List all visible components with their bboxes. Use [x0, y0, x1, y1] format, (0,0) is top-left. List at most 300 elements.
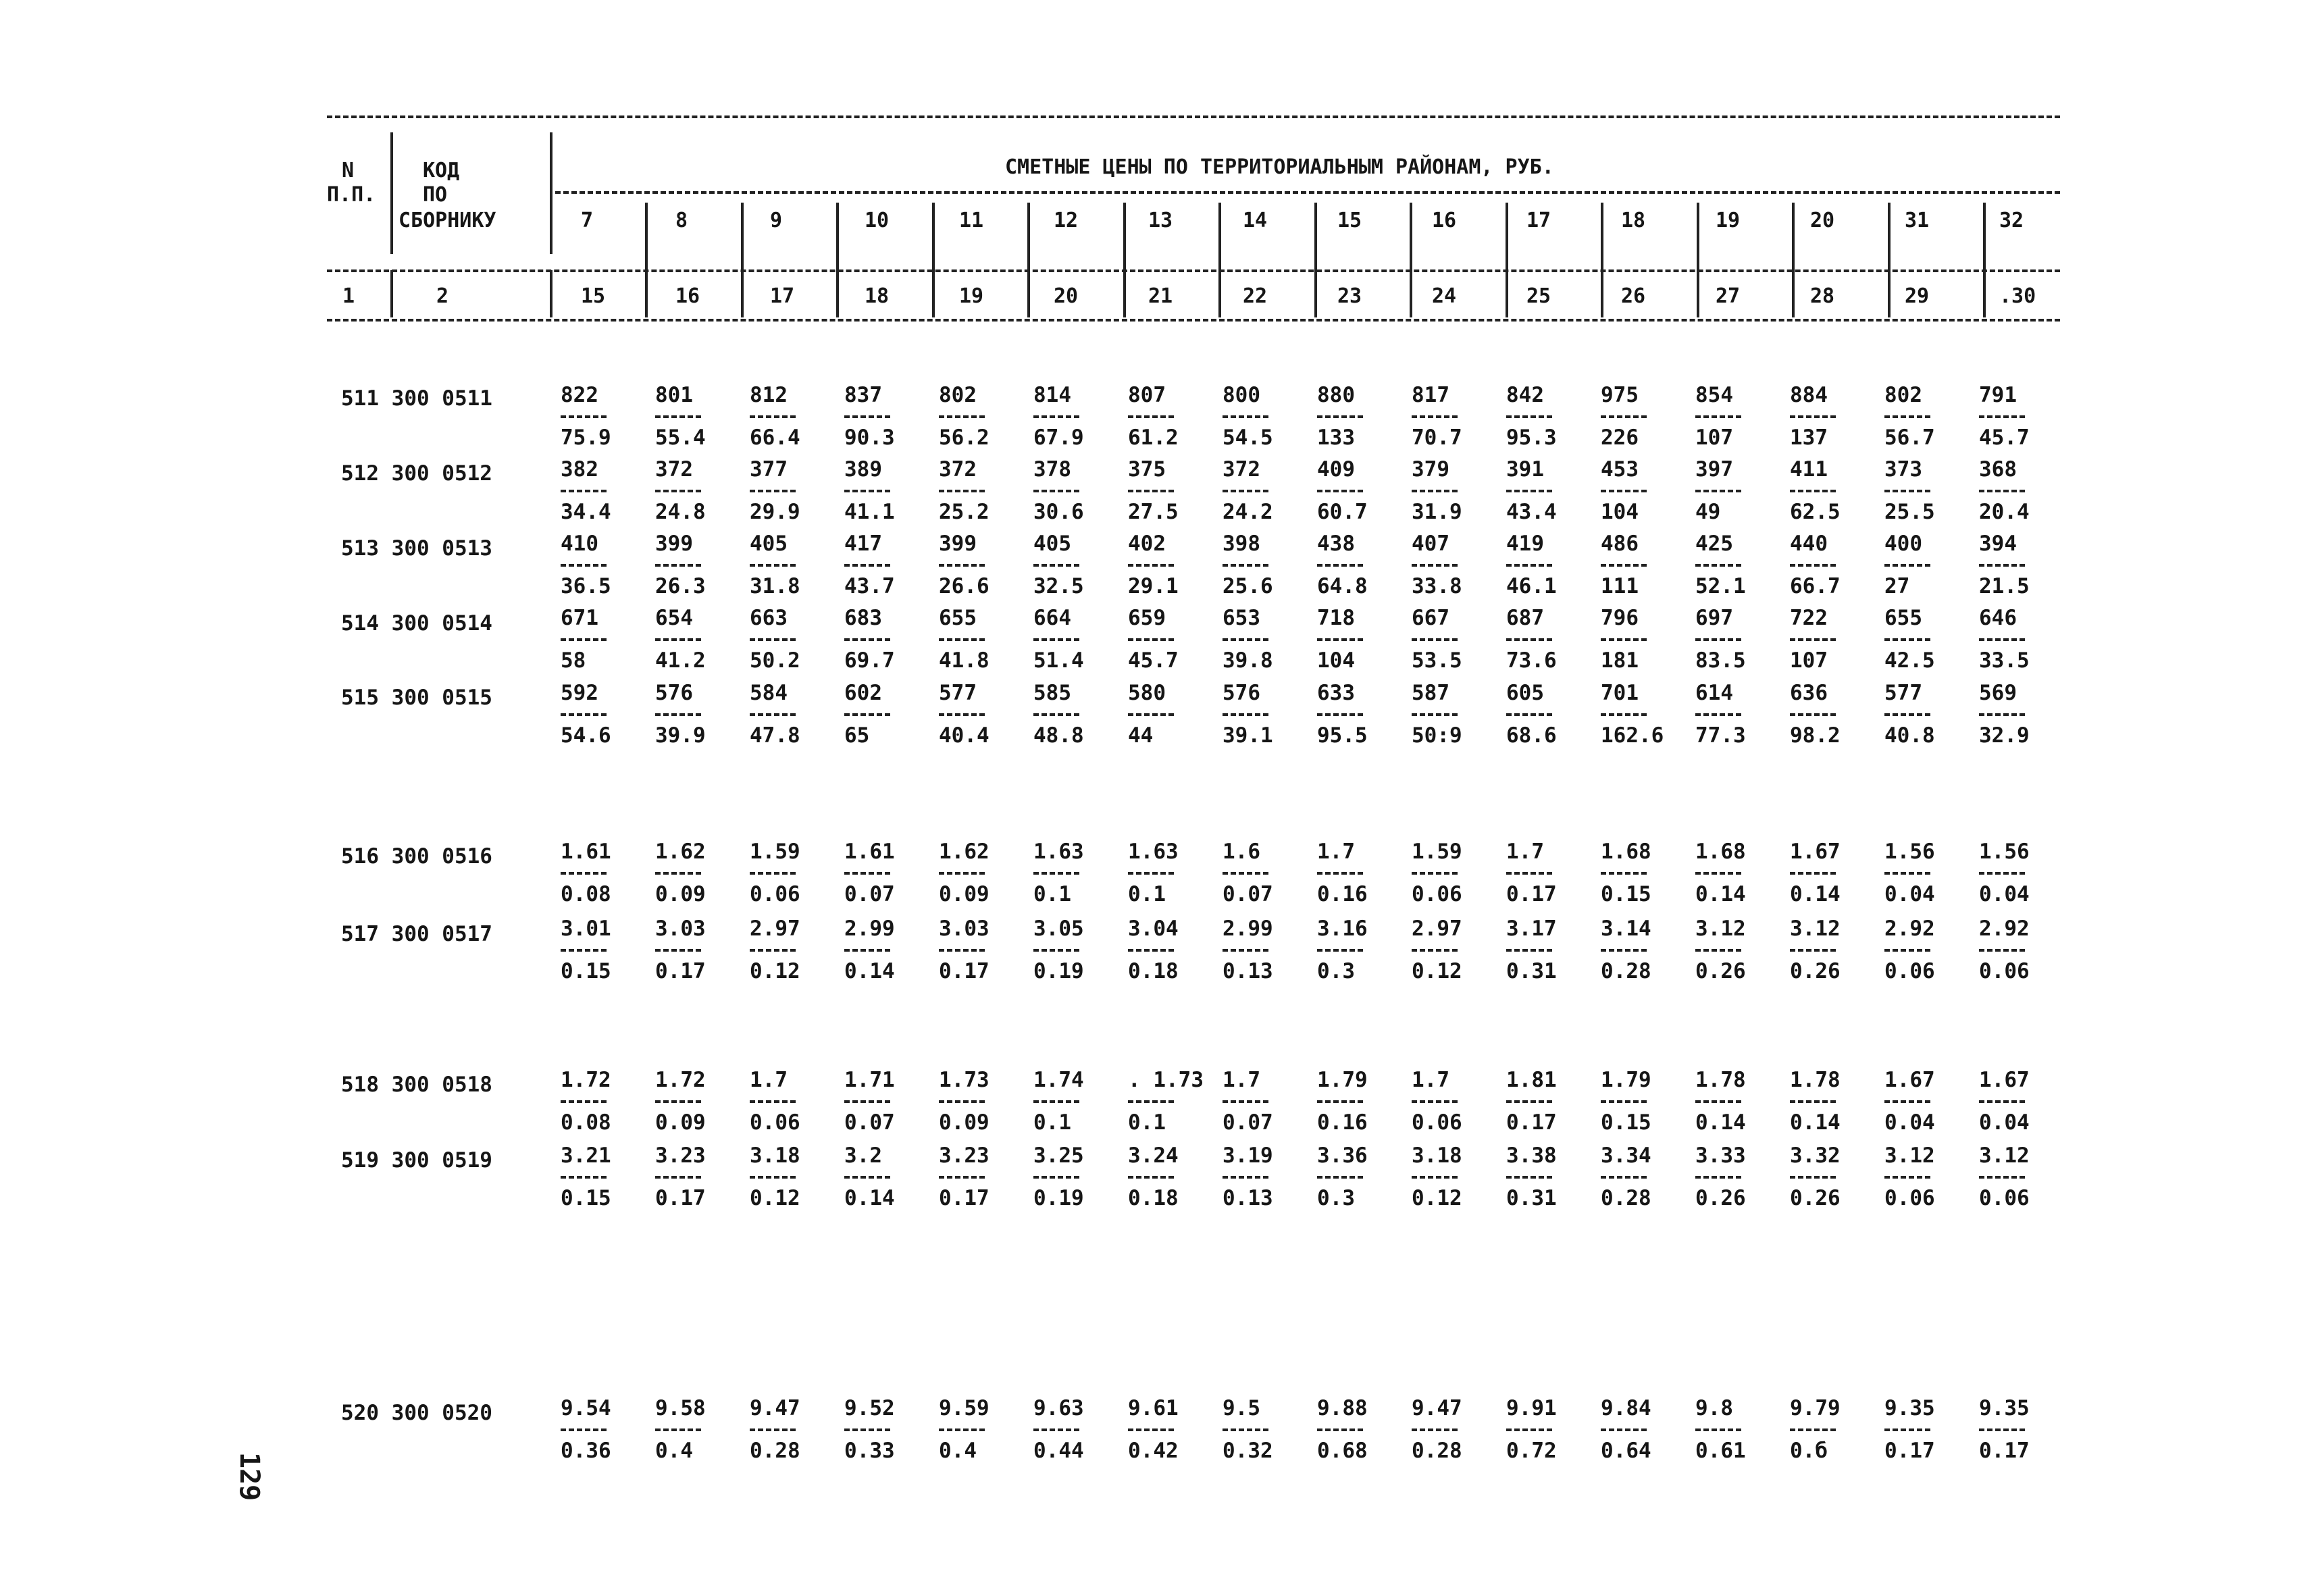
district-number: 14 [1243, 209, 1268, 232]
price-value: 1.63 [1128, 840, 1179, 864]
price-cell [1033, 534, 1108, 597]
header-column-divider [1410, 203, 1412, 270]
fraction-rule [655, 1100, 701, 1103]
price-cell [1695, 534, 1770, 597]
price-value: 880 [1317, 383, 1355, 407]
fraction-rule [1979, 1176, 2025, 1179]
price-value: 1.62 [939, 840, 989, 864]
price-subvalue: 33.8 [1412, 574, 1462, 598]
price-cell [561, 608, 635, 671]
fraction-rule [1884, 1428, 1930, 1431]
fraction-rule [1884, 1100, 1930, 1103]
fraction-rule [1412, 415, 1458, 418]
price-cell [655, 459, 729, 523]
column-number: 17 [770, 284, 795, 308]
fraction-rule [1033, 415, 1079, 418]
price-cell [1412, 385, 1486, 448]
price-cell [1223, 842, 1297, 905]
fraction-rule [655, 872, 701, 875]
price-cell [1601, 683, 1675, 746]
price-value: 2.99 [1223, 917, 1273, 941]
fraction-rule [1695, 872, 1741, 875]
price-cell [1412, 1070, 1486, 1133]
fraction-rule [1128, 638, 1174, 641]
price-value: 9.79 [1790, 1396, 1841, 1420]
fraction-rule [939, 564, 985, 567]
district-number: 11 [959, 209, 984, 232]
district-number: 8 [675, 209, 688, 232]
fraction-rule [844, 1176, 890, 1179]
price-cell [561, 385, 635, 448]
fraction-rule [1223, 638, 1268, 641]
price-cell [1695, 1070, 1770, 1133]
column-number: 24 [1432, 284, 1457, 308]
price-cell [1317, 459, 1391, 523]
price-cell [1033, 1070, 1108, 1133]
price-value: 9.35 [1979, 1396, 2030, 1420]
price-subvalue: 104 [1601, 500, 1639, 524]
price-cell [1601, 534, 1675, 597]
price-value: 1.7 [1317, 840, 1355, 864]
fraction-rule [655, 949, 701, 952]
price-subvalue: 29.9 [750, 500, 800, 524]
price-cell [1695, 1398, 1770, 1462]
price-subvalue: 181 [1601, 648, 1639, 673]
header-column-divider [1792, 203, 1795, 270]
price-value: 683 [844, 606, 882, 630]
price-subvalue: 48.8 [1033, 723, 1084, 748]
price-subvalue: 29.1 [1128, 574, 1179, 598]
header-column-divider [390, 270, 393, 317]
price-cell [1695, 919, 1770, 982]
price-subvalue: 0.15 [561, 1186, 611, 1210]
price-subvalue: 24.8 [655, 500, 706, 524]
price-subvalue: 0.04 [1979, 1110, 2030, 1135]
price-subvalue: 27.5 [1128, 500, 1179, 524]
price-cell [1601, 385, 1675, 448]
price-subvalue: 0.09 [939, 882, 989, 906]
price-subvalue: 33.5 [1979, 648, 2030, 673]
header-column-divider [1506, 203, 1508, 270]
price-value: 3.19 [1223, 1143, 1273, 1168]
header-column-divider [1983, 270, 1986, 317]
price-value: 636 [1790, 681, 1828, 705]
price-subvalue: 0.26 [1790, 1186, 1841, 1210]
price-subvalue: 111 [1601, 574, 1639, 598]
price-value: 3.14 [1601, 917, 1651, 941]
price-cell [1979, 683, 2053, 746]
price-subvalue: 83.5 [1695, 648, 1746, 673]
fraction-rule [1695, 490, 1741, 492]
fraction-rule [1033, 949, 1079, 952]
price-cell [1412, 459, 1486, 523]
price-value: 372 [655, 457, 693, 482]
price-subvalue: 61.2 [1128, 426, 1179, 450]
price-cell [1790, 1398, 1864, 1462]
price-cell [1790, 683, 1864, 746]
header-column-divider [1601, 203, 1603, 270]
fraction-rule [561, 872, 607, 875]
price-value: 410 [561, 532, 598, 556]
price-cell [1601, 919, 1675, 982]
price-cell [1506, 842, 1580, 905]
price-value: 1.56 [1979, 840, 2030, 864]
fraction-rule [1790, 638, 1836, 641]
price-cell [750, 919, 824, 982]
price-value: . 1.73 [1128, 1068, 1204, 1092]
fraction-rule [1033, 1100, 1079, 1103]
price-value: 405 [1033, 532, 1071, 556]
price-subvalue: 133 [1317, 426, 1355, 450]
price-cell [655, 1070, 729, 1133]
header-column-divider [741, 203, 744, 270]
price-value: 577 [1884, 681, 1922, 705]
price-cell [1128, 1398, 1202, 1462]
price-subvalue: 65 [844, 723, 870, 748]
price-value: 9.84 [1601, 1396, 1651, 1420]
price-cell [750, 608, 824, 671]
price-cell [1884, 608, 1959, 671]
fraction-rule [750, 1428, 796, 1431]
price-value: 802 [1884, 383, 1922, 407]
fraction-rule [939, 415, 985, 418]
price-cell [1033, 683, 1108, 746]
header-column-divider [1697, 270, 1699, 317]
price-cell [1884, 459, 1959, 523]
price-cell [1884, 1145, 1959, 1209]
price-value: 9.91 [1506, 1396, 1557, 1420]
price-cell [1695, 1145, 1770, 1209]
header-column-divider [1027, 270, 1030, 317]
header-column-divider [1983, 203, 1986, 270]
header-column-divider [1218, 270, 1221, 317]
fraction-rule [1412, 638, 1458, 641]
price-subvalue: 44 [1128, 723, 1154, 748]
price-cell [844, 1070, 919, 1133]
price-cell [1695, 683, 1770, 746]
district-number: 15 [1337, 209, 1362, 232]
price-value: 9.47 [1412, 1396, 1462, 1420]
price-cell [750, 534, 824, 597]
fraction-rule [1601, 490, 1647, 492]
price-cell [1884, 919, 1959, 982]
district-number: 12 [1054, 209, 1079, 232]
price-subvalue: 0.4 [939, 1439, 977, 1463]
price-subvalue: 0.26 [1695, 1186, 1746, 1210]
price-value: 368 [1979, 457, 2017, 482]
price-subvalue: 0.28 [1601, 959, 1651, 983]
fraction-rule [1506, 415, 1552, 418]
price-value: 377 [750, 457, 788, 482]
price-subvalue: 46.1 [1506, 574, 1557, 598]
price-cell [750, 459, 824, 523]
price-value: 592 [561, 681, 598, 705]
price-cell [1412, 608, 1486, 671]
fraction-rule [1223, 564, 1268, 567]
column-number: 23 [1337, 284, 1362, 308]
price-value: 1.61 [561, 840, 611, 864]
price-subvalue: 43.7 [844, 574, 895, 598]
price-cell [750, 1145, 824, 1209]
price-value: 3.12 [1790, 917, 1841, 941]
price-value: 3.18 [1412, 1143, 1462, 1168]
fraction-rule [1695, 713, 1741, 716]
district-number: 13 [1148, 209, 1173, 232]
row-code: 519 300 0519 [341, 1148, 492, 1173]
price-subvalue: 56.2 [939, 426, 989, 450]
fraction-rule [1033, 872, 1079, 875]
price-cell [1412, 919, 1486, 982]
price-subvalue: 0.31 [1506, 1186, 1557, 1210]
fraction-rule [1223, 1176, 1268, 1179]
price-subvalue: 0.17 [655, 1186, 706, 1210]
price-cell [655, 608, 729, 671]
price-subvalue: 226 [1601, 426, 1639, 450]
price-subvalue: 0.09 [655, 882, 706, 906]
price-subvalue: 40.8 [1884, 723, 1935, 748]
fraction-rule [1506, 564, 1552, 567]
fraction-rule [1412, 490, 1458, 492]
price-cell [1223, 683, 1297, 746]
row-code: 511 300 0511 [341, 386, 492, 411]
price-subvalue: 0.06 [1979, 959, 2030, 983]
price-value: 419 [1506, 532, 1544, 556]
price-subvalue: 0.07 [1223, 882, 1273, 906]
price-value: 3.36 [1317, 1143, 1368, 1168]
price-cell [1223, 1398, 1297, 1462]
header-column-divider [1697, 203, 1699, 270]
fraction-rule [1223, 713, 1268, 716]
price-subvalue: 68.6 [1506, 723, 1557, 748]
price-subvalue: 0.04 [1884, 882, 1935, 906]
price-cell [844, 608, 919, 671]
price-cell [561, 919, 635, 982]
header-column-divider [1410, 270, 1412, 317]
price-cell [1695, 385, 1770, 448]
price-subvalue: 0.06 [1412, 882, 1462, 906]
price-subvalue: 0.64 [1601, 1439, 1651, 1463]
price-value: 3.12 [1979, 1143, 2030, 1168]
price-value: 569 [1979, 681, 2017, 705]
price-subvalue: 66.7 [1790, 574, 1841, 598]
fraction-rule [1033, 1428, 1079, 1431]
price-cell [844, 534, 919, 597]
price-value: 817 [1412, 383, 1449, 407]
fraction-rule [561, 949, 607, 952]
price-cell [1317, 1398, 1391, 1462]
price-cell [939, 534, 1013, 597]
fraction-rule [1506, 713, 1552, 716]
fraction-rule [750, 949, 796, 952]
price-value: 1.71 [844, 1068, 895, 1092]
row-code: 512 300 0512 [341, 461, 492, 486]
price-cell [1128, 919, 1202, 982]
header-title: СМЕТНЫЕ ЦЕНЫ ПО ТЕРРИТОРИАЛЬНЫМ РАЙОНАМ, РУБ. [1005, 155, 1554, 179]
fraction-rule [1884, 564, 1930, 567]
price-cell [1033, 842, 1108, 905]
price-cell [655, 842, 729, 905]
price-cell [844, 459, 919, 523]
price-subvalue: 0.04 [1979, 882, 2030, 906]
fraction-rule [1884, 1176, 1930, 1179]
price-subvalue: 0.28 [1412, 1439, 1462, 1463]
price-cell [1412, 1145, 1486, 1209]
column-number: 27 [1716, 284, 1741, 308]
price-cell [1128, 1070, 1202, 1133]
price-value: 1.81 [1506, 1068, 1557, 1092]
fraction-rule [1317, 1100, 1363, 1103]
fraction-rule [561, 1176, 607, 1179]
price-value: 411 [1790, 457, 1828, 482]
price-subvalue: 0.19 [1033, 1186, 1084, 1210]
price-cell [1506, 534, 1580, 597]
header-n-label: N [342, 159, 355, 182]
fraction-rule [1790, 490, 1836, 492]
fraction-rule [1790, 872, 1836, 875]
price-value: 9.5 [1223, 1396, 1260, 1420]
price-value: 1.62 [655, 840, 706, 864]
row-code: 520 300 0520 [341, 1401, 492, 1425]
price-subvalue: 0.44 [1033, 1439, 1084, 1463]
fraction-rule [750, 564, 796, 567]
fraction-rule [1033, 490, 1079, 492]
price-subvalue: 54.5 [1223, 426, 1273, 450]
price-subvalue: 50:9 [1412, 723, 1462, 748]
price-value: 812 [750, 383, 788, 407]
fraction-rule [1128, 415, 1174, 418]
price-subvalue: 98.2 [1790, 723, 1841, 748]
price-cell [1317, 683, 1391, 746]
price-value: 407 [1412, 532, 1449, 556]
price-cell [1601, 608, 1675, 671]
price-value: 3.03 [655, 917, 706, 941]
price-cell [1128, 1145, 1202, 1209]
header-district-rule [555, 191, 2060, 194]
fraction-rule [655, 638, 701, 641]
price-subvalue: 39.9 [655, 723, 706, 748]
price-subvalue: 0.1 [1033, 1110, 1071, 1135]
price-value: 800 [1223, 383, 1260, 407]
price-value: 391 [1506, 457, 1544, 482]
fraction-rule [939, 713, 985, 716]
price-subvalue: 90.3 [844, 426, 895, 450]
price-cell [1790, 919, 1864, 982]
fraction-rule [1317, 872, 1363, 875]
header-column-divider [1218, 203, 1221, 270]
price-cell [1033, 459, 1108, 523]
price-value: 697 [1695, 606, 1733, 630]
price-subvalue: 0.17 [1506, 1110, 1557, 1135]
price-subvalue: 0.07 [1223, 1110, 1273, 1135]
price-cell [1506, 1070, 1580, 1133]
price-subvalue: 0.17 [655, 959, 706, 983]
price-cell [1884, 842, 1959, 905]
price-cell [1506, 1398, 1580, 1462]
price-value: 602 [844, 681, 882, 705]
price-subvalue: 52.1 [1695, 574, 1746, 598]
fraction-rule [1790, 1428, 1836, 1431]
column-number: 18 [865, 284, 890, 308]
price-value: 2.97 [750, 917, 800, 941]
price-value: 9.63 [1033, 1396, 1084, 1420]
fraction-rule [1790, 415, 1836, 418]
fraction-rule [1601, 564, 1647, 567]
price-cell [1128, 842, 1202, 905]
price-subvalue: 0.14 [844, 1186, 895, 1210]
price-value: 9.61 [1128, 1396, 1179, 1420]
fraction-rule [1412, 713, 1458, 716]
fraction-rule [1223, 872, 1268, 875]
price-cell [1695, 608, 1770, 671]
fraction-rule [939, 1176, 985, 1179]
header-column-divider [1506, 270, 1508, 317]
price-subvalue: 27 [1884, 574, 1910, 598]
price-cell [1601, 1070, 1675, 1133]
fraction-rule [1128, 490, 1174, 492]
price-subvalue: 24.2 [1223, 500, 1273, 524]
price-value: 9.47 [750, 1396, 800, 1420]
price-subvalue: 0.06 [750, 882, 800, 906]
district-number: 18 [1621, 209, 1646, 232]
column-number: 19 [959, 284, 984, 308]
price-value: 576 [655, 681, 693, 705]
fraction-rule [750, 1100, 796, 1103]
price-value: 438 [1317, 532, 1355, 556]
price-value: 3.23 [939, 1143, 989, 1168]
fraction-rule [1506, 1176, 1552, 1179]
fraction-rule [1790, 1100, 1836, 1103]
price-cell [939, 842, 1013, 905]
price-subvalue: 0.09 [939, 1110, 989, 1135]
price-value: 382 [561, 457, 598, 482]
price-value: 722 [1790, 606, 1828, 630]
price-subvalue: 0.13 [1223, 959, 1273, 983]
price-cell [1317, 919, 1391, 982]
price-value: 1.72 [655, 1068, 706, 1092]
fraction-rule [1128, 564, 1174, 567]
price-value: 576 [1223, 681, 1260, 705]
row-code: 514 300 0514 [341, 611, 492, 636]
fraction-rule [844, 1100, 890, 1103]
price-value: 3.04 [1128, 917, 1179, 941]
price-subvalue: 0.17 [1979, 1439, 2030, 1463]
price-subvalue: 47.8 [750, 723, 800, 748]
price-cell [1317, 1070, 1391, 1133]
price-subvalue: 31.8 [750, 574, 800, 598]
price-value: 2.92 [1979, 917, 2030, 941]
price-cell [655, 1145, 729, 1209]
price-subvalue: 0.16 [1317, 882, 1368, 906]
price-subvalue: 56.7 [1884, 426, 1935, 450]
fraction-rule [844, 564, 890, 567]
price-cell [655, 683, 729, 746]
price-cell [1979, 459, 2053, 523]
price-subvalue: 0.17 [939, 959, 989, 983]
price-value: 587 [1412, 681, 1449, 705]
fraction-rule [1979, 949, 2025, 952]
header-code-label-1: КОД [423, 159, 460, 182]
price-value: 3.12 [1695, 917, 1746, 941]
fraction-rule [1884, 490, 1930, 492]
price-value: 577 [939, 681, 977, 705]
fraction-rule [1317, 415, 1363, 418]
price-value: 801 [655, 383, 693, 407]
fraction-rule [1601, 1100, 1647, 1103]
price-subvalue: 0.09 [655, 1110, 706, 1135]
fraction-rule [1223, 949, 1268, 952]
price-subvalue: 0.15 [1601, 1110, 1651, 1135]
district-number: 20 [1810, 209, 1835, 232]
